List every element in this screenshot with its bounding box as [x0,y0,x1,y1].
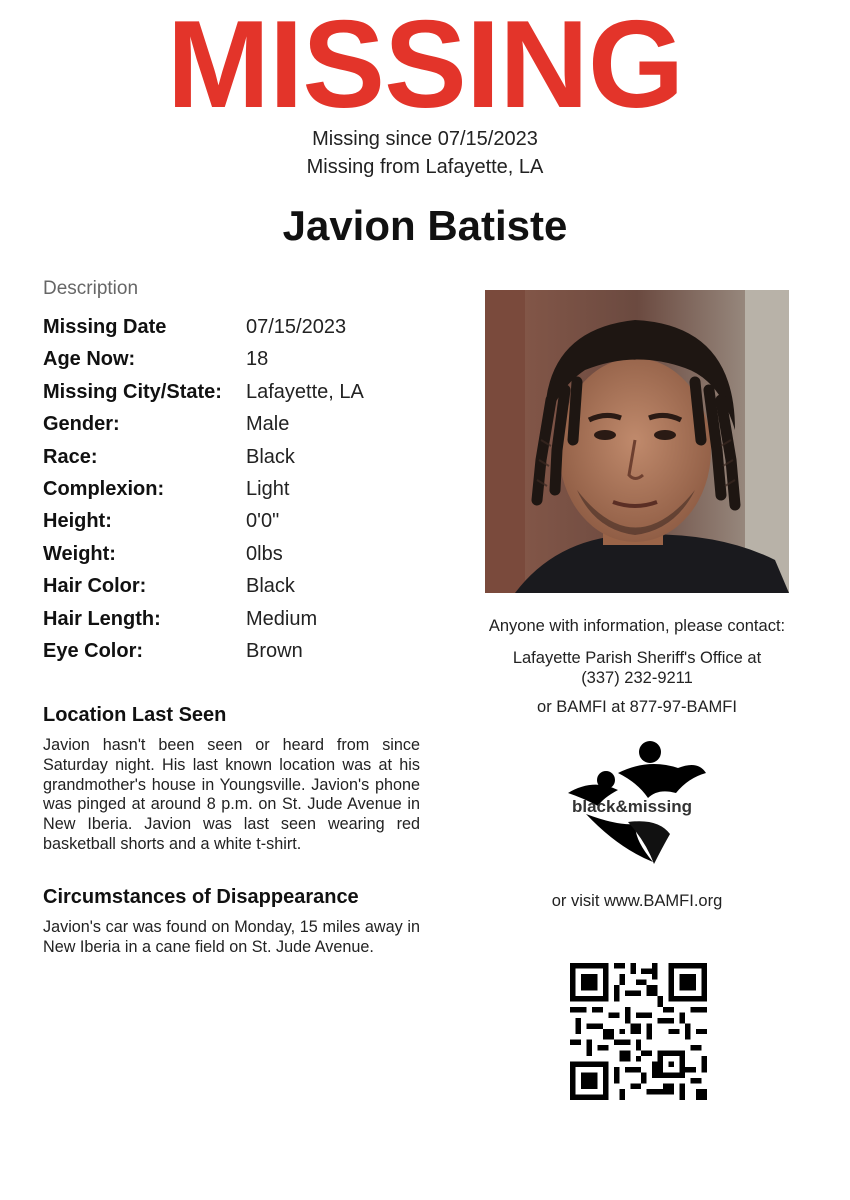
fact-key: Weight: [43,542,116,565]
fact-row-age [43,348,443,380]
circumstances-heading: Circumstances of Disappearance [43,886,359,908]
fact-key: Missing City/State: [43,380,222,403]
fact-row-city-state [43,381,443,413]
missing-headline: MISSING [166,0,684,134]
circumstances-text: Javion's car was found on Monday, 15 miles away in New Iberia in a cane field on St. Jude Avenue. [43,918,420,956]
fact-key: Missing Date [43,316,167,338]
description-label: Description [43,278,139,299]
fact-row-hair-length [43,608,443,640]
fact-key: Race: [43,445,98,468]
fact-row-eye-color [43,640,443,672]
fact-key: Eye Color: [43,639,144,662]
fact-value: Light [246,477,290,500]
sheriff-contact [440,648,834,688]
fact-value: Lafayette, LA [246,380,364,403]
fact-key: Height: [43,510,112,533]
fact-key: Complexion: [43,477,165,500]
fact-key: Gender: [43,413,120,436]
logo-text: black&missing [572,797,692,816]
missing-from-text: Missing from Lafayette, LA [306,156,544,178]
contact-intro: Anyone with information, please contact: [488,617,786,635]
person-photo [485,290,789,593]
qr-code[interactable] [570,963,707,1100]
fact-value: 0lbs [246,542,283,565]
missing-since-text: Missing since 07/15/2023 [312,128,538,150]
fact-value: Black [246,575,295,598]
fact-value: 0'0" [246,510,280,533]
location-last-seen-text: Javion hasn't been seen or heard from since Saturday night. His last known location was at his grandmother's house in Youngsville. Javion's phone was pinged at around 8 p.m. on St. Jude Avenue in New Iberia. Javion was last seen wearing red basketball shorts and a white t-shirt. [43,736,420,853]
fact-value: Black [246,445,295,468]
fact-value: 18 [246,348,269,371]
fact-row-height [43,510,443,542]
bamfi-website[interactable]: or visit www.BAMFI.org [551,892,723,910]
bamfi-contact: or BAMFI at 877-97-BAMFI [537,698,737,716]
fact-value: Brown [246,639,303,662]
black-and-missing-logo [558,738,708,868]
fact-key: Hair Color: [43,575,147,598]
fact-row-missing-date [43,316,443,348]
fact-key: Hair Length: [43,607,161,630]
fact-row-hair-color [43,575,443,607]
fact-row-complexion [43,478,443,510]
fact-row-weight [43,543,443,575]
fact-value: Medium [246,607,318,630]
sheriff-office-line: Lafayette Parish Sheriff's Office at [512,649,762,667]
location-last-seen-heading: Location Last Seen [43,704,227,726]
sheriff-phone: (337) 232-9211 [581,669,693,687]
description-facts [43,316,443,672]
person-name: Javion Batiste [282,202,568,249]
fact-key: Age Now: [43,348,136,371]
fact-value: Male [246,413,290,436]
fact-row-gender [43,413,443,445]
fact-row-race [43,446,443,478]
fact-value: 07/15/2023 [246,316,347,338]
